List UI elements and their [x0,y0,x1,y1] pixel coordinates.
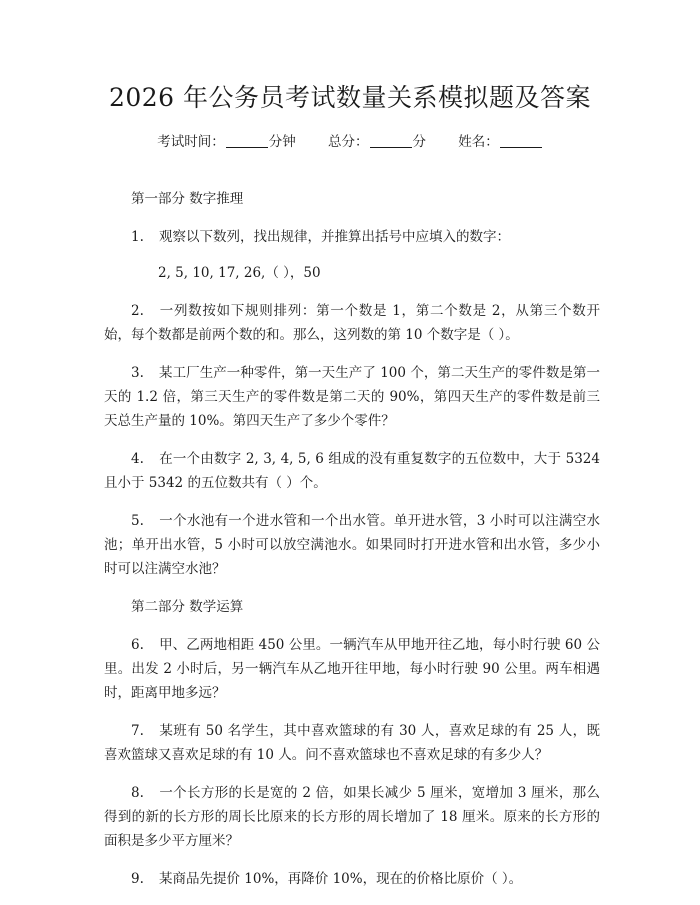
question-text: 某工厂生产一种零件，第一天生产了 100 个，第二天生产的零件数是第一天的 1.2 倍，第三天生产的零件数是第二天的 90%，第四天生产的零件数是前三天总生产量的 10%。第四天生产了多少个零件？ [104,365,600,429]
question-5 [104,509,600,581]
question-number: 8. [131,785,144,801]
question-text: 某商品先提价 10%，再降价 10%，现在的价格比原价（ ）。 [159,871,523,887]
question-number: 3. [131,365,144,381]
question-text: 一列数按如下规则排列：第一个数是 1，第二个数是 2，从第三个数开始，每个数都是前两个数的和。那么，这列数的第 10 个数字是（ ）。 [104,303,600,343]
question-text: 一个水池有一个进水管和一个出水管。单开进水管，3 小时可以注满空水池；单开出水管，5 小时可以放空满池水。如果同时打开进水管和出水管，多少小时可以注满空水池？ [104,513,600,577]
section-title-math-operations: 第二部分 数学运算 [131,599,244,615]
question-4 [104,447,600,495]
total-score-field [328,132,426,152]
question-3 [104,361,600,433]
exam-time-label: 考试时间： [157,134,225,150]
exam-content [104,187,600,905]
name-field [458,132,543,152]
total-score-blank[interactable] [370,133,412,148]
question-number: 4. [131,451,144,467]
exam-time-blank[interactable] [226,133,268,148]
section-title-number-reasoning: 第一部分 数字推理 [131,191,244,207]
question-1 [104,225,600,249]
question-text: 在一个由数字 2, 3, 4, 5, 6 组成的没有重复数字的五位数中，大于 5324 且小于 5342 的五位数共有（ ）个。 [104,451,600,491]
question-number: 6. [131,637,144,653]
question-number: 9. [131,871,144,887]
question-number: 1. [131,229,144,245]
question-6 [104,633,600,705]
question-number: 2. [131,303,144,319]
question-number: 5. [131,513,144,529]
exam-time-field [157,132,296,152]
question-2 [104,299,600,347]
question-text: 某班有 50 名学生，其中喜欢篮球的有 30 人，喜欢足球的有 25 人，既喜欢篮球又喜欢足球的有 10 人。问不喜欢篮球也不喜欢足球的有多少人？ [104,723,600,763]
question-number: 7. [131,723,144,739]
question-1-sequence: 2, 5, 10, 17, 26,（ ），50 [158,265,321,281]
total-score-unit: 分 [412,134,426,150]
question-8 [104,781,600,853]
question-9 [104,867,600,891]
question-7 [104,719,600,767]
total-score-label: 总分： [328,134,369,150]
question-text: 观察以下数列，找出规律，并推算出括号中应填入的数字： [159,229,510,245]
question-text: 甲、乙两地相距 450 公里。一辆汽车从甲地开往乙地，每小时行驶 60 公里。出发 2 小时后，另一辆汽车从乙地开往甲地，每小时行驶 90 公里。两车相遇时，距离甲地多远？ [104,637,600,701]
exam-time-unit: 分钟 [268,134,296,150]
name-blank[interactable] [500,133,542,148]
name-label: 姓名： [458,134,499,150]
exam-info-row [0,132,700,152]
document-title: 2026 年公务员考试数量关系模拟题及答案 [108,83,592,112]
question-text: 一个长方形的长是宽的 2 倍，如果长减少 5 厘米，宽增加 3 厘米，那么得到的新的长方形的周长比原来的长方形的周长增加了 18 厘米。原来的长方形的面积是多少平方厘米？ [104,785,600,849]
